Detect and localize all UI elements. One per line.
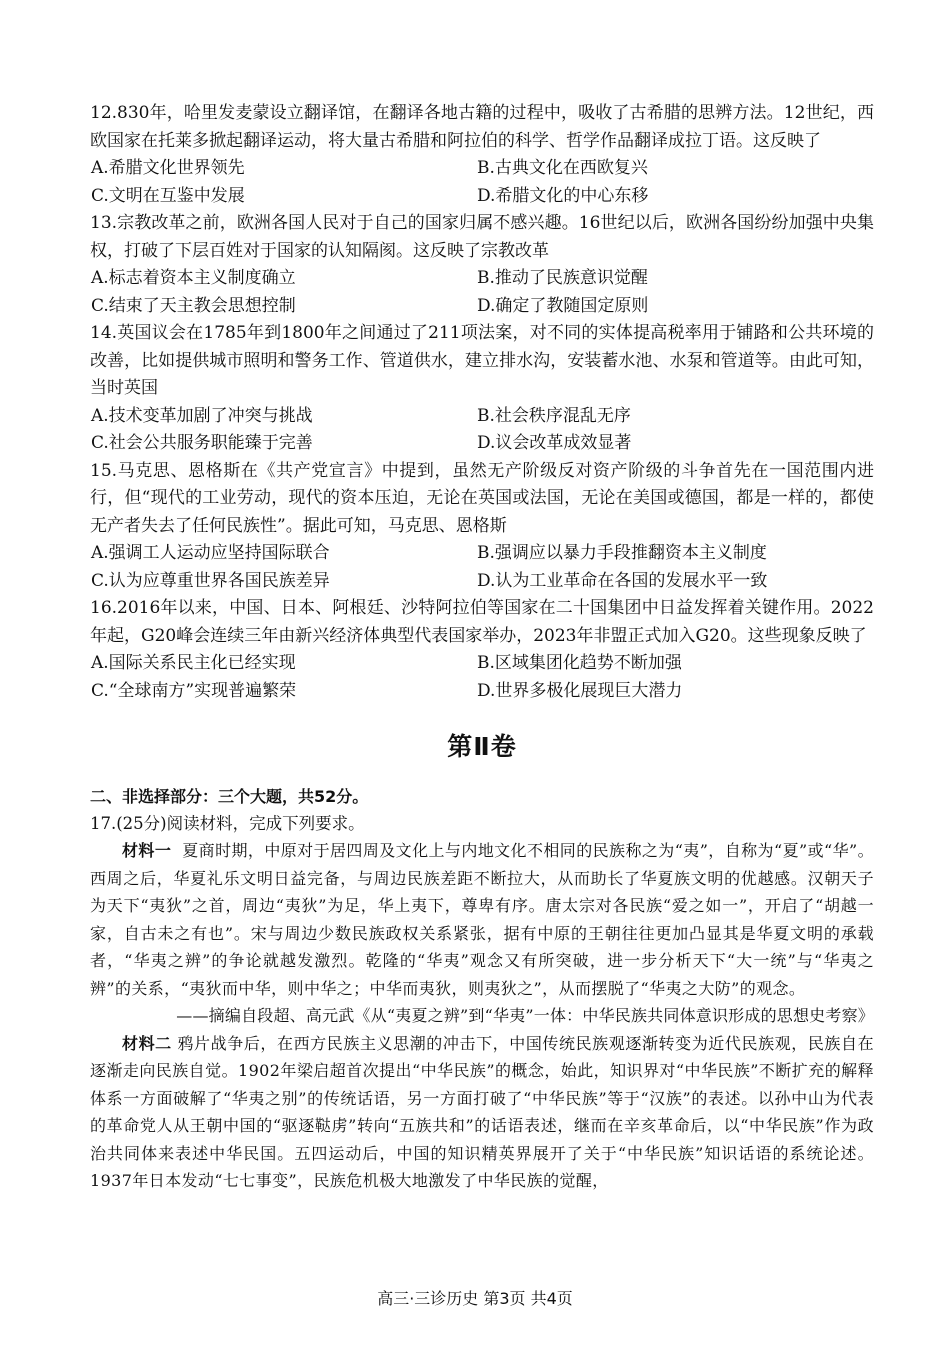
page-footer: 高三·三诊历史 第3页 共4页	[377, 1289, 573, 1308]
material-two-title: 材料二	[122, 1033, 172, 1053]
question-15	[90, 458, 874, 596]
option-c: C.“全球南方”实现普遍繁荣	[91, 680, 297, 701]
material-one	[90, 837, 874, 1002]
material-one-source: ——摘编自段超、高元武《从“夷夏之辨”到“华夷”一体：中华民族共同体意识形成的思想史考察》	[176, 1006, 874, 1025]
material-one-title: 材料一	[122, 841, 172, 860]
option-a: A.希腊文化世界领先	[91, 158, 245, 178]
option-d: D.认为工业革命在各国的发展水平一致	[477, 570, 768, 591]
option-b: B.区域集团化趋势不断加强	[477, 653, 682, 673]
options-grid	[90, 265, 874, 320]
question-stem: 14.英国议会在1785年到1800年之间通过了211项法案，对不同的实体提高税率用于铺路和公共环境的改善，比如提供城市照明和警务工作、管道供水，建立排水沟，安装蓄水池、水泵和管道等。由此可知，当时英国	[90, 323, 874, 398]
option-b: B.推动了民族意识觉醒	[477, 268, 648, 288]
option-c: C.文明在互鉴中发展	[91, 185, 245, 206]
question-stem: 12.830年，哈里发麦蒙设立翻译馆，在翻译各地古籍的过程中，吸收了古希腊的思辨方法。12世纪，西欧国家在托莱多掀起翻译运动，将大量古希腊和阿拉伯的科学、哲学作品翻译成拉丁语。这反映了	[90, 103, 874, 151]
option-a: A.国际关系民主化已经实现	[91, 653, 296, 673]
material-two-text: 鸦片战争后，在西方民族主义思潮的冲击下，中国传统民族观逐渐转变为近代民族观，民族自在逐渐走向民族自觉。1902年梁启超首次提出“中华民族”的概念，始此，知识界对“中华民族”不断扩充的解释体系一方面破解了“华夷之别”的传统话语，另一方面打破了“中华民族”等于“汉族”的表述。以孙中山为代表的革命党人从王朝中国的“驱逐鞑虏”转向“五族共和”的话语表述，继而在辛亥革命后，以“中华民族”作为政治共同体来表述中华民国。五四运动后，中国的知识精英界展开了关于“中华民族”知识话语的系统论述。1937年日本发动“七七事变”，民族危机极大地激发了中华民族的觉醒，	[90, 1033, 874, 1190]
option-b: B.强调应以暴力手段推翻资本主义制度	[477, 543, 767, 563]
option-a: A.强调工人运动应坚持国际联合	[91, 543, 330, 563]
question-17-stem: 17.(25分)阅读材料，完成下列要求。	[90, 814, 365, 833]
option-c: C.结束了天主教会思想控制	[91, 295, 296, 316]
option-b: B.古典文化在西欧复兴	[477, 158, 648, 178]
option-a: A.标志着资本主义制度确立	[91, 268, 296, 288]
option-b: B.社会秩序混乱无序	[477, 405, 631, 426]
question-13	[90, 210, 874, 320]
options-grid	[90, 540, 874, 595]
option-d: D.世界多极化展现巨大潜力	[477, 680, 683, 701]
options-grid	[90, 650, 874, 705]
question-16	[90, 595, 874, 705]
question-14	[90, 320, 874, 458]
options-grid	[90, 155, 874, 210]
option-d: D.确定了教随国定原则	[477, 295, 649, 316]
exam-page	[90, 100, 874, 1195]
option-c: C.认为应尊重世界各国民族差异	[91, 570, 330, 591]
option-c: C.社会公共服务职能臻于完善	[91, 433, 313, 453]
options-grid	[90, 403, 874, 458]
option-d: D.议会改革成效显著	[477, 433, 632, 453]
question-stem: 13.宗教改革之前，欧洲各国人民对于自己的国家归属不感兴趣。16世纪以后，欧洲各国纷纷加强中央集权，打破了下层百姓对于国家的认知隔阂。这反映了宗教改革	[90, 213, 874, 261]
option-d: D.希腊文化的中心东移	[477, 185, 649, 206]
material-two	[90, 1030, 874, 1195]
question-stem: 15.马克思、恩格斯在《共产党宣言》中提到，虽然无产阶级反对资产阶级的斗争首先在一国范围内进行，但“现代的工业劳动，现代的资本压迫，无论在英国或法国，无论在美国或德国，都是一样的，都使无产者失去了任何民族性”。据此可知，马克思、恩格斯	[90, 460, 874, 536]
option-a: A.技术变革加剧了冲突与挑战	[91, 405, 313, 426]
volume-title: 第Ⅱ卷	[447, 732, 517, 761]
section-heading: 二、非选择部分：三个大题，共52分。	[90, 787, 369, 806]
question-12	[90, 100, 874, 210]
question-stem: 16.2016年以来，中国、日本、阿根廷、沙特阿拉伯等国家在二十国集团中日益发挥着关键作用。2022年起，G20峰会连续三年由新兴经济体典型代表国家举办，2023年非盟正式加入G20。这些现象反映了	[90, 598, 874, 646]
material-one-text: 夏商时期，中原对于居四周及文化上与内地文化不相同的民族称之为“夷”，自称为“夏”或“华”。西周之后，华夏礼乐文明日益完备，与周边民族差距不断拉大，从而助长了华夏族文明的优越感。汉朝天子为天下“夷狄”之首，周边“夷狄”为足，华上夷下，尊卑有序。唐太宗对各民族“爱之如一”，开启了“胡越一家，自古未之有也”。宋与周边少数民族政权关系紧张，据有中原的王朝往往更加凸显其是华夏文明的承载者，“华夷之辨”的争论就越发激烈。乾隆的“华夷”观念又有所突破，进一步分析天下“大一统”与“华夷之辨”的关系，“夷狄而中华，则中华之；中华而夷狄，则夷狄之”，从而摆脱了“华夷之大防”的观念。	[90, 841, 874, 998]
